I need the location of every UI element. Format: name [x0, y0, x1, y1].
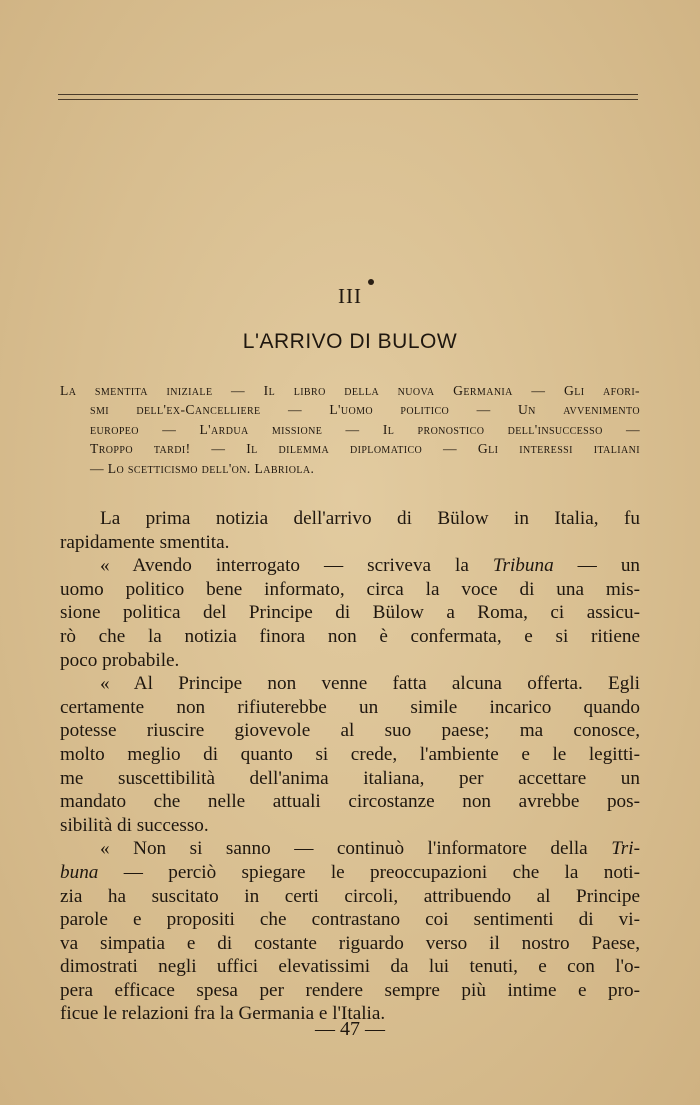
text-line: ficue le relazioni fra la Germania e l'Italia. — [60, 1003, 386, 1025]
body-text — [60, 507, 640, 1026]
text-line: me suscettibilità dell'anima italiana, per accettare un — [60, 767, 640, 789]
text-line: molto meglio di quanto si crede, l'ambiente e le legitti- — [60, 743, 640, 765]
text-line: poco probabile. — [60, 649, 180, 671]
summary-line: La smentita iniziale — Il libro della nuova Germania — Gli afori- — [60, 383, 640, 398]
text-line: uomo politico bene informato, circa la voce di una mis- — [60, 578, 640, 600]
summary-line: europeo — L'ardua missione — Il pronostico dell'insuccesso — — [90, 421, 640, 437]
summary-line: — Lo scetticismo dell'on. Labriola. — [90, 460, 315, 476]
page-number: — 47 — — [315, 1018, 385, 1040]
text-line: pera efficace spesa per rendere sempre più intime e pro- — [60, 979, 640, 1001]
text-line: va simpatia e di costante riguardo verso il nostro Paese, — [60, 932, 640, 954]
summary-line: smi dell'ex-Cancelliere — L'uomo politico — Un avvenimento — [90, 402, 640, 418]
text-line: rapidamente smentita. — [60, 531, 230, 553]
text-line: La prima notizia dell'arrivo di Bülow in Italia, fu — [100, 508, 640, 529]
text-line: potesse riuscire giovevole al suo paese; ma conosce, — [60, 720, 640, 742]
header-rule-thick — [58, 94, 638, 95]
text-line: rò che la notizia finora non è confermata, e si ritiene — [60, 625, 640, 647]
text-line: mandato che nelle attuali circostanze non avrebbe pos- — [60, 791, 640, 813]
text-line: « Non si sanno — continuò l'informatore della Tri- — [100, 838, 640, 860]
text-line: certamente non rifiuterebbe un simile incarico quando — [60, 696, 640, 718]
text-line: zia ha suscitato in certi circoli, attribuendo al Principe — [60, 885, 640, 907]
summary-line: Troppo tardi! — Il dilemma diplomatico — Gli interessi italiani — [90, 441, 640, 457]
header-rule-thin — [58, 99, 638, 100]
text-line: « Avendo interrogato — scriveva la Tribuna — un — [100, 555, 641, 577]
text-line: parole e propositi che contrastano coi sentimenti di vi- — [60, 909, 640, 931]
text-line: sione politica del Principe di Bülow a Roma, ci assicu- — [60, 602, 640, 624]
chapter-summary — [60, 381, 640, 478]
text-line: buna — perciò spiegare le preoccupazioni che la noti- — [60, 861, 640, 883]
chapter-number: III — [338, 284, 362, 308]
text-line: dimostrati negli uffici elevatissimi da lui tenuti, e con l'o- — [60, 956, 640, 978]
text-line: sibilità di successo. — [60, 814, 209, 836]
text-line: « Al Principe non venne fatta alcuna offerta. Egli — [100, 673, 640, 695]
chapter-title: L'ARRIVO DI BULOW — [242, 330, 458, 353]
